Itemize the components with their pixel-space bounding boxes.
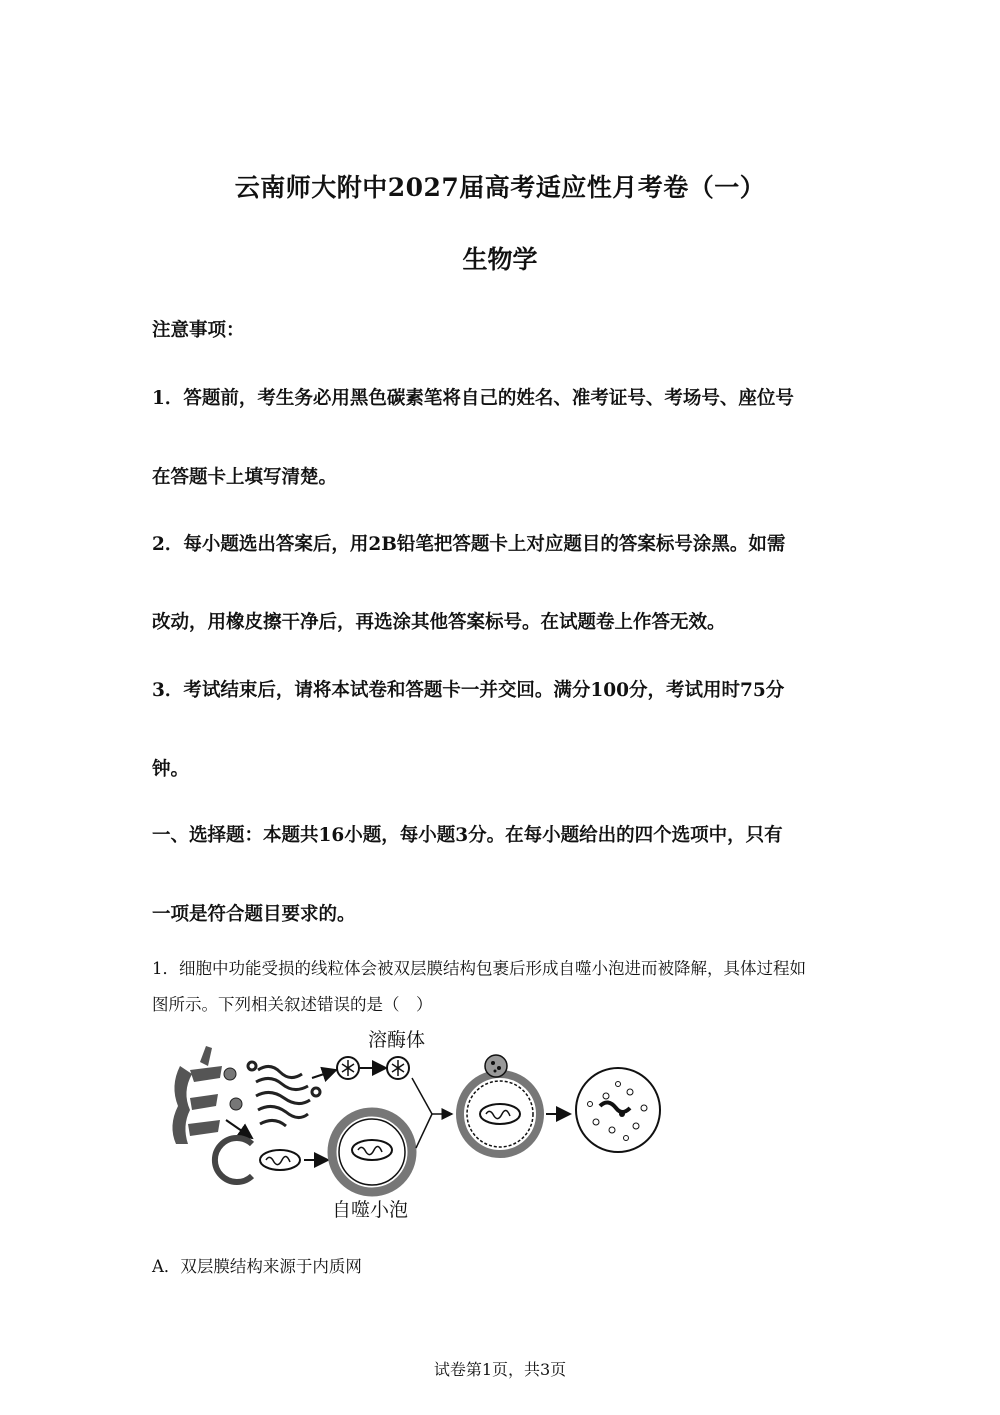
notice-line: 改动，用橡皮擦干净后，再选涂其他答案标号。在试题卷上作答无效。	[152, 612, 726, 633]
notice-line: 在答题卡上填写清楚。	[152, 467, 338, 488]
subject-title: 生物学	[462, 245, 538, 274]
question-stem: 1．细胞中功能受损的线粒体会被双层膜结构包裹后形成自噬小泡进而被降解，具体过程如	[152, 959, 806, 978]
notice-line: 3．考试结束后，请将本试卷和答题卡一并交回。满分100分，考试用时75分	[152, 680, 785, 701]
lysosome-icon	[387, 1057, 409, 1079]
notice-line: 1．答题前，考生务必用黑色碳素笔将自己的姓名、准考证号、考场号、座位号	[152, 388, 794, 409]
golgi-apparatus-icon	[248, 1062, 320, 1126]
autolysosome-icon	[460, 1055, 540, 1154]
autophagosome-label: 自噬小泡	[332, 1199, 409, 1221]
notice-heading: 注意事项：	[152, 320, 245, 341]
section-heading: 一、选择题：本题共16小题，每小题3分。在每小题给出的四个选项中，只有	[152, 825, 783, 846]
option-a: A．双层膜结构来源于内质网	[152, 1257, 362, 1276]
page-footer: 试卷第1页，共3页	[433, 1360, 567, 1379]
autophagosome-icon	[332, 1112, 412, 1192]
question-stem: 图所示。下列相关叙述错误的是（ ）	[152, 995, 433, 1014]
section-heading: 一项是符合题目要求的。	[152, 904, 356, 925]
notice-line: 钟。	[152, 759, 190, 780]
mitochondrion-icon	[260, 1150, 300, 1170]
autophagy-diagram	[160, 1026, 680, 1226]
notice-line: 2．每小题选出答案后，用2B铅笔把答题卡上对应题目的答案标号涂黑。如需	[152, 534, 786, 555]
phagophore-icon	[215, 1138, 252, 1182]
lysosome-label: 溶酶体	[368, 1029, 426, 1051]
exam-title: 云南师大附中2027届高考适应性月考卷（一）	[234, 173, 766, 202]
endoplasmic-reticulum-icon	[172, 1046, 222, 1144]
degradation-vesicle-icon	[576, 1068, 660, 1152]
lysosome-icon	[337, 1057, 359, 1079]
